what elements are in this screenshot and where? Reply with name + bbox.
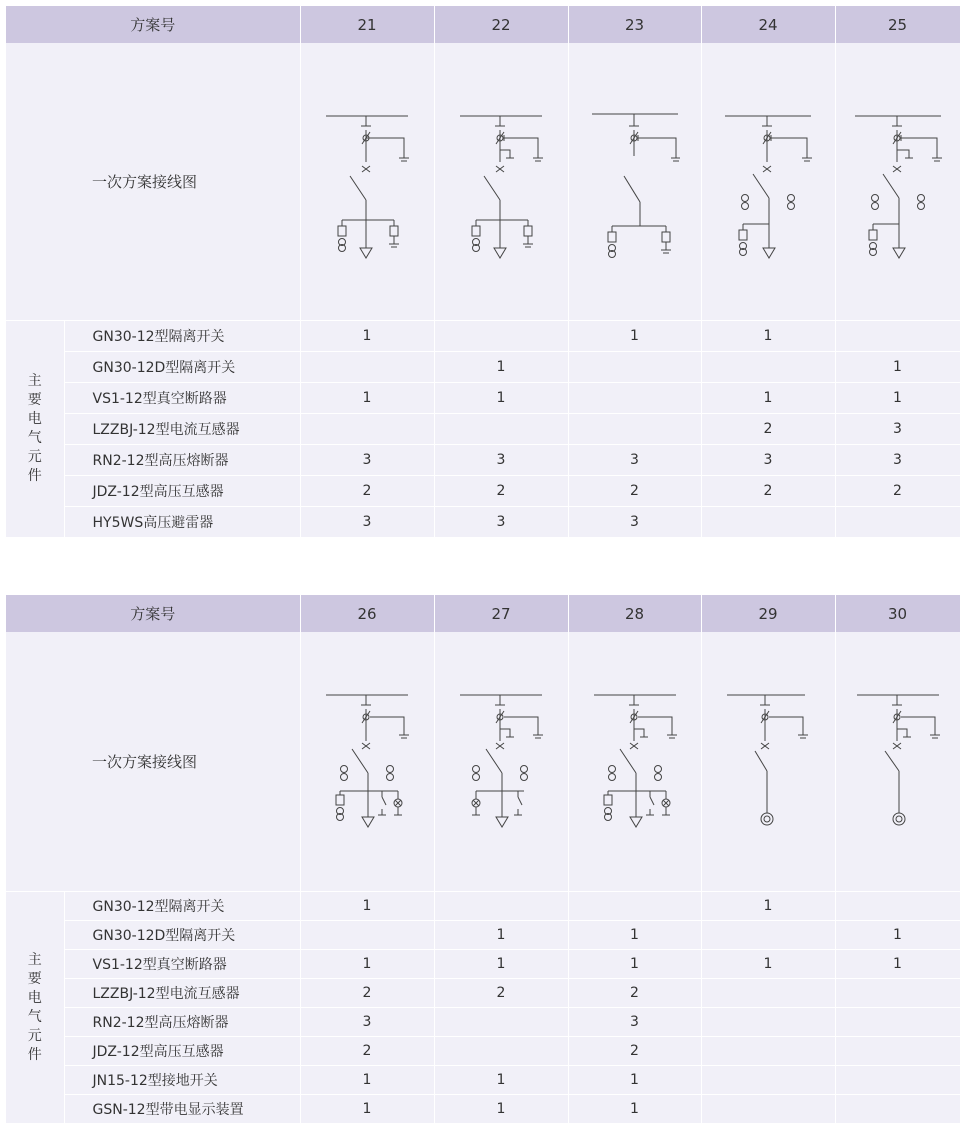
scheme-number: 25	[835, 6, 960, 43]
quantity-cell: 1	[701, 892, 835, 921]
component-name: JDZ-12型高压互感器	[64, 1037, 300, 1066]
scheme-number: 21	[300, 6, 434, 43]
quantity-cell: 3	[434, 445, 568, 476]
component-row	[6, 921, 960, 950]
quantity-cell	[701, 1037, 835, 1066]
quantity-cell	[701, 921, 835, 950]
wiring-diagram-23	[568, 43, 701, 321]
scheme-number: 28	[568, 595, 701, 632]
quantity-cell	[300, 352, 434, 383]
component-name: HY5WS高压避雷器	[64, 507, 300, 538]
quantity-cell: 3	[568, 507, 701, 538]
component-name: LZZBJ-12型电流互感器	[64, 414, 300, 445]
quantity-cell: 1	[835, 383, 960, 414]
header-row	[6, 6, 960, 43]
component-name: VS1-12型真空断路器	[64, 950, 300, 979]
scheme-number: 24	[701, 6, 835, 43]
quantity-cell	[568, 892, 701, 921]
scheme-number: 30	[835, 595, 960, 632]
quantity-cell: 2	[434, 979, 568, 1008]
quantity-cell	[701, 1095, 835, 1124]
wiring-diagram-icon	[456, 687, 546, 837]
wiring-diagram-30	[835, 632, 960, 892]
quantity-cell: 1	[568, 1095, 701, 1124]
quantity-cell: 2	[701, 414, 835, 445]
quantity-cell: 3	[300, 1008, 434, 1037]
quantity-cell	[434, 1037, 568, 1066]
quantity-cell: 2	[568, 476, 701, 507]
quantity-cell	[434, 892, 568, 921]
component-name: VS1-12型真空断路器	[64, 383, 300, 414]
group-label: 主 要 电 气 元 件	[6, 892, 64, 1124]
quantity-cell	[568, 414, 701, 445]
quantity-cell	[835, 507, 960, 538]
quantity-cell: 3	[835, 445, 960, 476]
quantity-cell	[701, 1008, 835, 1037]
quantity-cell: 3	[300, 507, 434, 538]
quantity-cell: 1	[835, 352, 960, 383]
quantity-cell: 2	[434, 476, 568, 507]
quantity-cell: 1	[300, 892, 434, 921]
quantity-cell: 3	[300, 445, 434, 476]
quantity-cell	[701, 507, 835, 538]
scheme-number: 26	[300, 595, 434, 632]
quantity-cell: 1	[300, 950, 434, 979]
component-name: JDZ-12型高压互感器	[64, 476, 300, 507]
quantity-cell	[434, 414, 568, 445]
quantity-cell	[835, 321, 960, 352]
quantity-cell: 1	[434, 950, 568, 979]
scheme-number: 22	[434, 6, 568, 43]
quantity-cell	[835, 1066, 960, 1095]
scheme-table-21-25	[6, 6, 960, 537]
quantity-cell: 2	[568, 979, 701, 1008]
quantity-cell: 3	[434, 507, 568, 538]
quantity-cell: 1	[835, 950, 960, 979]
quantity-cell	[568, 352, 701, 383]
scheme-number-label: 方案号	[6, 6, 300, 43]
component-row	[6, 321, 960, 352]
quantity-cell: 1	[434, 1095, 568, 1124]
component-name: GN30-12型隔离开关	[64, 892, 300, 921]
quantity-cell	[701, 1066, 835, 1095]
quantity-cell: 1	[300, 321, 434, 352]
component-name: LZZBJ-12型电流互感器	[64, 979, 300, 1008]
quantity-cell: 1	[300, 1066, 434, 1095]
wiring-diagram-icon	[456, 102, 546, 262]
diagram-row	[6, 43, 960, 321]
quantity-cell: 1	[300, 383, 434, 414]
wiring-diagram-icon	[723, 102, 813, 262]
quantity-cell: 1	[835, 921, 960, 950]
wiring-diagram-24	[701, 43, 835, 321]
quantity-cell	[835, 1008, 960, 1037]
wiring-diagram-27	[434, 632, 568, 892]
quantity-cell: 2	[568, 1037, 701, 1066]
quantity-cell: 3	[568, 445, 701, 476]
quantity-cell: 1	[568, 921, 701, 950]
component-row	[6, 507, 960, 538]
header-row	[6, 595, 960, 632]
quantity-cell: 1	[434, 921, 568, 950]
wiring-diagram-icon	[322, 102, 412, 262]
wiring-diagram-icon	[723, 687, 813, 837]
quantity-cell: 2	[300, 476, 434, 507]
component-row	[6, 1095, 960, 1124]
quantity-cell: 1	[434, 383, 568, 414]
quantity-cell: 3	[701, 445, 835, 476]
component-row	[6, 892, 960, 921]
wiring-diagram-25	[835, 43, 960, 321]
quantity-cell: 3	[568, 1008, 701, 1037]
quantity-cell: 1	[434, 352, 568, 383]
scheme-number-label: 方案号	[6, 595, 300, 632]
quantity-cell: 1	[568, 321, 701, 352]
wiring-diagram-22	[434, 43, 568, 321]
quantity-cell	[434, 321, 568, 352]
quantity-cell: 2	[300, 979, 434, 1008]
wiring-diagram-icon	[590, 687, 680, 837]
quantity-cell	[835, 1037, 960, 1066]
group-label: 主 要 电 气 元 件	[6, 321, 64, 538]
wiring-diagram-icon	[853, 102, 943, 262]
diagram-row	[6, 632, 960, 892]
quantity-cell: 1	[701, 383, 835, 414]
component-name: GN30-12D型隔离开关	[64, 352, 300, 383]
component-name: RN2-12型高压熔断器	[64, 1008, 300, 1037]
component-name: GN30-12D型隔离开关	[64, 921, 300, 950]
component-name: RN2-12型高压熔断器	[64, 445, 300, 476]
component-name: GN30-12型隔离开关	[64, 321, 300, 352]
quantity-cell: 1	[701, 321, 835, 352]
wiring-diagram-26	[300, 632, 434, 892]
scheme-table-26-30	[6, 595, 960, 1123]
quantity-cell: 2	[300, 1037, 434, 1066]
quantity-cell: 2	[701, 476, 835, 507]
diagram-label: 一次方案接线图	[6, 43, 300, 321]
quantity-cell	[701, 352, 835, 383]
wiring-diagram-icon	[853, 687, 943, 837]
scheme-number: 29	[701, 595, 835, 632]
quantity-cell	[835, 892, 960, 921]
scheme-number: 27	[434, 595, 568, 632]
component-row	[6, 352, 960, 383]
component-row	[6, 1066, 960, 1095]
quantity-cell	[434, 1008, 568, 1037]
component-row	[6, 950, 960, 979]
component-row	[6, 979, 960, 1008]
quantity-cell: 1	[568, 1066, 701, 1095]
component-row	[6, 383, 960, 414]
wiring-diagram-28	[568, 632, 701, 892]
wiring-diagram-29	[701, 632, 835, 892]
quantity-cell: 3	[835, 414, 960, 445]
quantity-cell: 1	[701, 950, 835, 979]
quantity-cell	[568, 383, 701, 414]
quantity-cell: 1	[434, 1066, 568, 1095]
quantity-cell	[835, 979, 960, 1008]
wiring-diagram-icon	[590, 102, 680, 262]
quantity-cell	[300, 921, 434, 950]
component-row	[6, 1008, 960, 1037]
quantity-cell: 2	[835, 476, 960, 507]
wiring-diagram-21	[300, 43, 434, 321]
quantity-cell: 1	[300, 1095, 434, 1124]
quantity-cell	[300, 414, 434, 445]
quantity-cell	[835, 1095, 960, 1124]
component-name: JN15-12型接地开关	[64, 1066, 300, 1095]
component-name: GSN-12型带电显示装置	[64, 1095, 300, 1124]
component-row	[6, 1037, 960, 1066]
wiring-diagram-icon	[322, 687, 412, 837]
component-row	[6, 414, 960, 445]
diagram-label: 一次方案接线图	[6, 632, 300, 892]
quantity-cell: 1	[568, 950, 701, 979]
quantity-cell	[701, 979, 835, 1008]
component-row	[6, 445, 960, 476]
component-row	[6, 476, 960, 507]
scheme-number: 23	[568, 6, 701, 43]
